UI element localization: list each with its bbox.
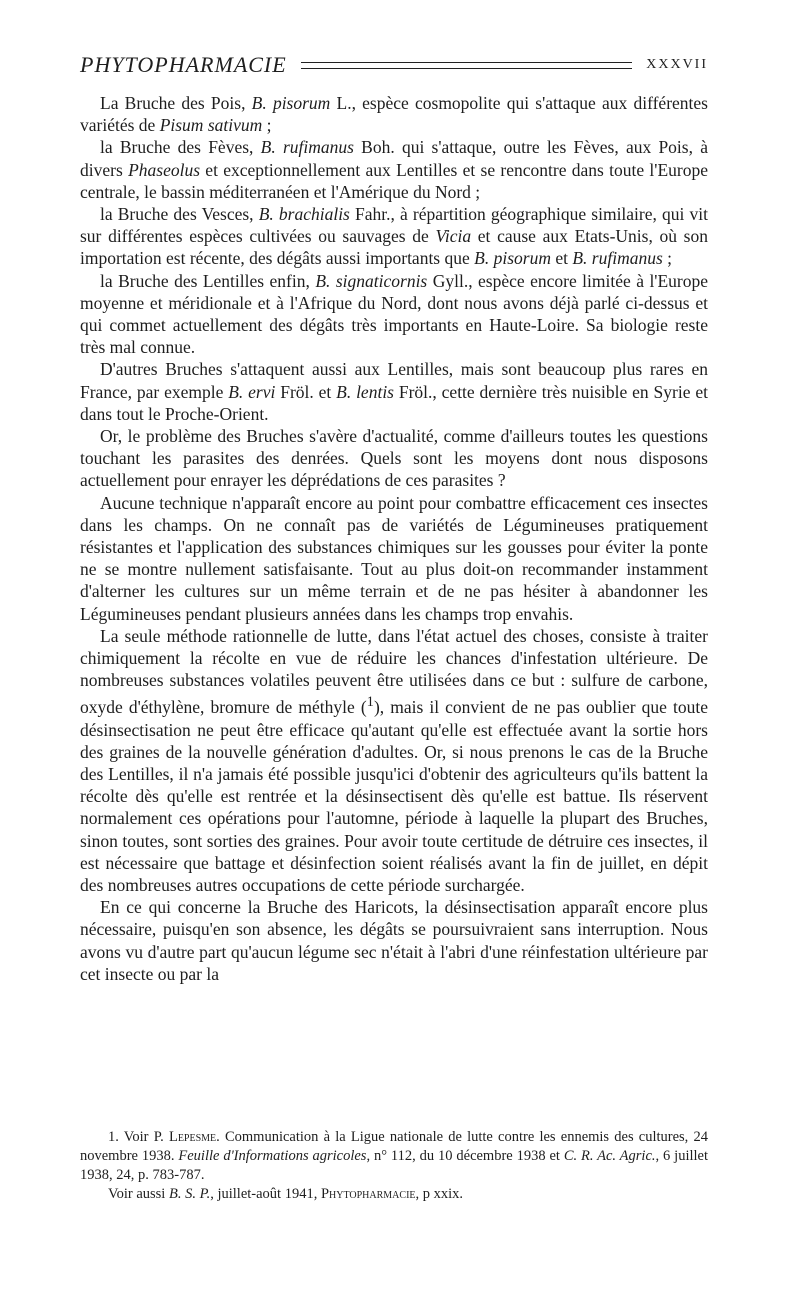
text-run: D'autres Bruches s'attaquent aussi aux Lentilles, mais sont beaucoup plus rares en France, par exemple bbox=[80, 359, 708, 402]
italic-text: B. pisorum bbox=[251, 93, 331, 113]
footnote bbox=[80, 1185, 708, 1204]
italic-text: B. pisorum bbox=[474, 248, 551, 269]
text-run: Fröl., cette dernière très nuisible en Syrie et dans tout le Proche-Orient. bbox=[80, 381, 708, 424]
text-run: et exceptionnellement aux Lentilles et se rencontre dans toute l'Europe centrale, le bassin méditerranéen et l'Amérique du Nord ; bbox=[80, 159, 708, 202]
italic-text: B. ervi bbox=[228, 381, 276, 402]
italic-text: Phaseolus bbox=[128, 159, 201, 180]
text-run: , n° 112, du 10 décembre 1938 et bbox=[366, 1148, 564, 1164]
text-run: , 6 juillet 1938, 24, p. 783-787. bbox=[80, 1148, 709, 1183]
text-run: ; bbox=[262, 115, 272, 136]
text-run: L., espèce cosmopolite qui s'attaque aux différentes variétés de bbox=[80, 93, 708, 136]
running-head-rule bbox=[301, 62, 633, 69]
text-run: En ce qui concerne la Bruche des Haricots, la désinsectisation apparaît encore plus nécessaire, puisqu'en son absence, les dégâts se poursuivraient sans interruption. Nous avons vu d'autre part qu'aucun légume sec n'était à l'abri d'une réinfestation ultérieure par cet insecte ou par la bbox=[80, 897, 708, 984]
text-run: ; bbox=[662, 248, 673, 269]
italic-text: B. rufimanus bbox=[260, 137, 354, 158]
text-run: , juillet-août 1941, bbox=[210, 1186, 321, 1202]
text-run: Fahr., à répartition géographique similaire, qui vit sur différentes espèces cultivées ou sauvages de bbox=[80, 204, 708, 247]
text-run: Or, le problème des Bruches s'avère d'actualité, comme d'ailleurs toutes les questions touchant les parasites des denrées. Quels sont les moyens dont nous disposons actuellement pour enrayer les déprédations de ces parasites ? bbox=[80, 426, 708, 491]
footnote bbox=[80, 1128, 708, 1185]
paragraph bbox=[80, 270, 708, 359]
italic-text: Vicia bbox=[435, 226, 472, 247]
small-caps-text: Phytopharmacie bbox=[320, 1186, 416, 1202]
body-text bbox=[80, 92, 708, 985]
paragraph bbox=[80, 358, 708, 425]
text-run: 1. Voir P. bbox=[108, 1129, 169, 1145]
italic-text: B. brachialis bbox=[258, 204, 350, 225]
italic-text: B. signaticornis bbox=[315, 270, 428, 291]
paragraph bbox=[80, 203, 708, 270]
text-run: la Bruche des Fèves, bbox=[100, 137, 261, 158]
paragraph bbox=[80, 136, 708, 203]
text-run: et bbox=[550, 248, 573, 269]
text-run: ), mais il convient de ne pas oublier que toute désinsectisation ne peut être efficace qu'autant qu'elle est effectuée avant la sortie hors des graines de la nouvelle génération d'adultes. Or, si nous prenons le cas de la Bruche des Lentilles, il n'a jamais été possible jusqu'ici d'obtenir des agriculteurs qu'ils battent la récolte dès qu'elle est rentrée et la désinsectisent dès qu'elle est battue. Ils réservent normalement ces opérations pour l'automne, période à laquelle la plupart des Bruches, sinon toutes, sont sorties des graines. Pour avoir toute certitude de détruire ces insectes, il est nécessaire que battage et désinfection soient réalisés avant la fin de juillet, en dépit des nombreuses autres occupations de cette période surchargée. bbox=[80, 697, 708, 895]
text-run: La Bruche des Pois, bbox=[100, 93, 252, 113]
small-caps-text: Lepesme bbox=[168, 1129, 217, 1145]
running-head-title: PHYTOPHARMACIE bbox=[80, 52, 287, 77]
running-head bbox=[80, 50, 708, 80]
paragraph bbox=[80, 425, 708, 492]
paragraph bbox=[80, 92, 708, 136]
text-run: Voir aussi bbox=[108, 1186, 169, 1202]
text-run: la Bruche des Vesces, bbox=[100, 204, 259, 225]
text-run: Aucune technique n'apparaît encore au point pour combattre efficacement ces insectes dans les champs. On ne connaît pas de variétés de Légumineuses pratiquement résistantes et l'application des substances chimiques sur les gousses pour éviter la ponte ne se montre nullement satisfaisante. Tout au plus doit-on recommander instamment d'alterner les cultures sur un même terrain et de ne pas hésiter à abandonner les Légumineuses pendant plusieurs années dans les champs trop envahis. bbox=[80, 492, 708, 624]
italic-text: Feuille d'Informations agricoles bbox=[178, 1148, 367, 1164]
italic-text: C. R. Ac. Agric. bbox=[563, 1148, 656, 1164]
text-run: Boh. qui s'attaque, outre les Fèves, aux Pois, à divers bbox=[80, 137, 708, 180]
footnotes bbox=[80, 1128, 708, 1204]
paragraph bbox=[80, 492, 708, 625]
text-run: et cause aux Etats-Unis, où son importation est récente, des dégâts aussi importants que bbox=[80, 226, 708, 269]
paragraph bbox=[80, 625, 708, 896]
text-run: , p xxix. bbox=[415, 1186, 464, 1202]
paragraph bbox=[80, 896, 708, 985]
text-run: La seule méthode rationnelle de lutte, dans l'état actuel des choses, consiste à traiter chimiquement la récolte en vue de réduire les chances d'infestation ultérieure. De nombreuses substances volatiles peuvent être utilisées dans ce but : sulfure de carbone, oxyde d'éthylène, bromure de méthyle ( bbox=[80, 625, 708, 718]
italic-text: Pisum sativum bbox=[159, 115, 263, 136]
text-run: Fröl. et bbox=[275, 381, 337, 402]
italic-text: B. lentis bbox=[336, 381, 394, 402]
italic-text: B. rufimanus bbox=[572, 248, 663, 269]
footnote-ref: 1 bbox=[366, 694, 374, 711]
italic-text: B. S. P. bbox=[168, 1186, 211, 1202]
text-run: Gyll., espèce encore limitée à l'Europe moyenne et méridionale et à l'Afrique du Nord, dont nous avons déjà parlé ci-dessus et qui commet actuellement des dégâts très importants en Haute-Loire. Sa biologie reste très mal connue. bbox=[80, 270, 708, 358]
text-run: la Bruche des Lentilles enfin, bbox=[100, 270, 316, 291]
text-run: . Communication à la Ligue nationale de lutte contre les ennemis des cultures, 24 novembre 1938. bbox=[80, 1129, 708, 1164]
page-number: XXXVII bbox=[646, 57, 708, 72]
